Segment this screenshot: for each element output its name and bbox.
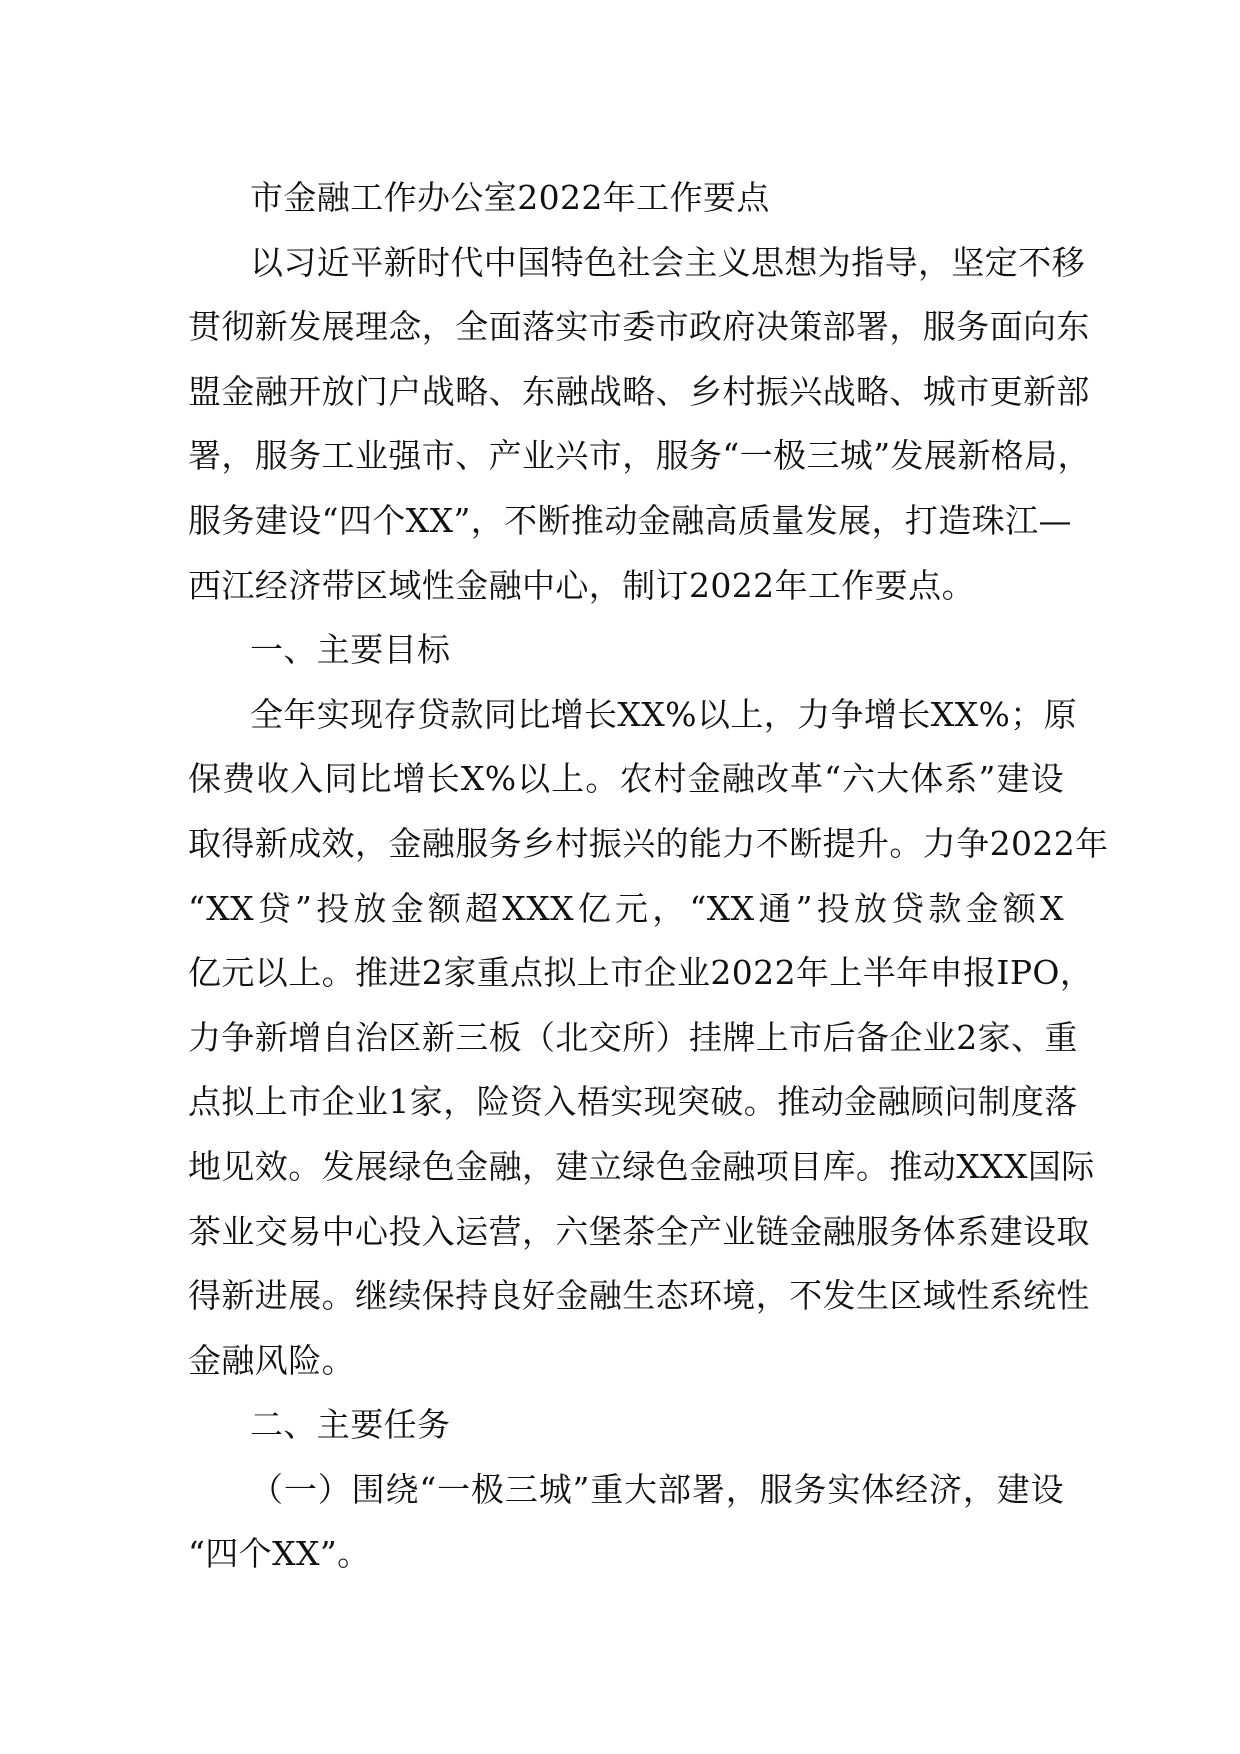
goals-line: “XX贷”投放金额超XXX亿元，“XX通”投放贷款金额X [188, 888, 1064, 928]
intro-line: 盟金融开放门户战略、东融战略、乡村振兴战略、城市更新部 [188, 371, 1090, 411]
goals-line: 全年实现存贷款同比增长XX%以上，力争增长XX%；原 [250, 694, 1078, 734]
document-title: 市金融工作办公室2022年工作要点 [250, 178, 770, 217]
intro-line: 以习近平新时代中国特色社会主义思想为指导，坚定不移 [250, 242, 1085, 282]
goals-line: 保费收入同比增长X%以上。农村金融改革“六大体系”建设 [188, 759, 1064, 799]
goals-line: 点拟上市企业1家，险资入梧实现突破。推动金融顾问制度落 [188, 1082, 1078, 1122]
tasks-subsection-1 [188, 1458, 1064, 1587]
goals-line: 力争新增自治区新三板（北交所）挂牌上市后备企业2家、重 [188, 1017, 1078, 1057]
goals-line: 取得新成效，金融服务乡村振兴的能力不断提升。力争2022年 [188, 823, 1109, 863]
tasks-line: （一）围绕“一极三城”重大部署，服务实体经济，建设 [250, 1469, 1064, 1509]
goals-line: 得新进展。继续保持良好金融生态环境，不发生区域性系统性 [188, 1276, 1090, 1316]
intro-line: 西江经济带区域性金融中心，制订2022年工作要点。 [188, 565, 975, 605]
section-heading-goals: 一、主要目标 [250, 630, 451, 670]
goals-line: 亿元以上。推进2家重点拟上市企业2022年上半年申报IPO， [188, 953, 1094, 993]
goals-line: 地见效。发展绿色金融，建立绿色金融项目库。推动XXX国际 [188, 1146, 1095, 1186]
section-heading-tasks: 二、主要任务 [250, 1405, 451, 1445]
intro-paragraph [188, 231, 1091, 619]
intro-line: 署，服务工业强市、产业兴市，服务“一极三城”发展新格局， [188, 436, 1091, 476]
goals-line: 茶业交易中心投入运营，六堡茶全产业链金融服务体系建设取 [188, 1211, 1090, 1251]
intro-line: 服务建设“四个XX”，不断推动金融高质量发展，打造珠江— [188, 500, 1072, 540]
tasks-line: “四个XX”。 [188, 1534, 371, 1574]
goals-line: 金融风险。 [188, 1340, 355, 1380]
document-body [188, 166, 1109, 1587]
intro-line: 贯彻新发展理念，全面落实市委市政府决策部署，服务面向东 [188, 307, 1090, 347]
goals-paragraph [188, 683, 1109, 1394]
